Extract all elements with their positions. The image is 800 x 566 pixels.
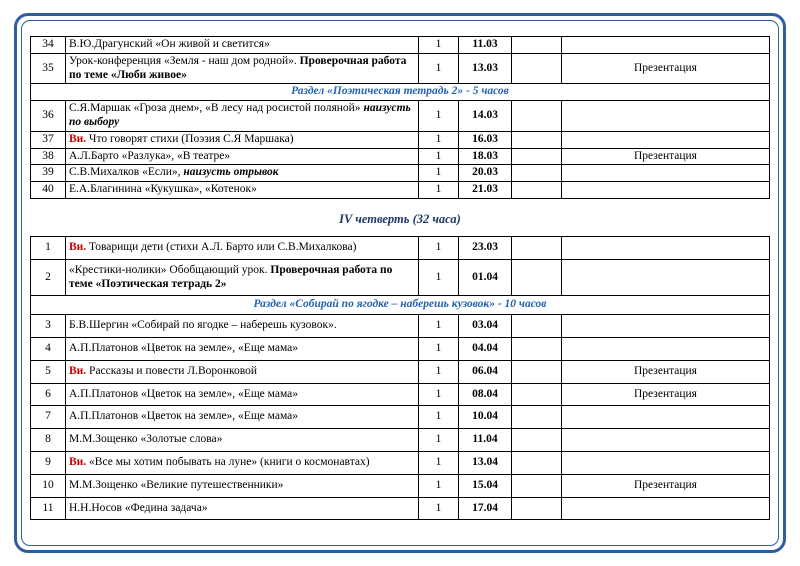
cell-lesson-number: 36 [31,101,66,132]
cell-date: 14.03 [459,101,512,132]
lesson-row [31,429,770,452]
cell-lesson-number: 35 [31,53,66,84]
cell-date: 18.03 [459,148,512,165]
lesson-row [31,451,770,474]
cell-date: 11.04 [459,429,512,452]
cell-lesson-title [66,474,419,497]
title-text: Проверочная работа по теме «Поэтическая тетрадь 2» [69,263,393,290]
cell-lesson-number: 2 [31,259,66,296]
cell-lesson-number: 6 [31,383,66,406]
lesson-row [31,383,770,406]
cell-note: Презентация [562,383,770,406]
title-text: наизусть по выбору [69,102,411,128]
lesson-row [31,360,770,383]
cell-note [562,236,770,259]
cell-empty [512,165,562,182]
cell-date: 03.04 [459,315,512,338]
cell-lesson-number: 4 [31,337,66,360]
cell-empty [512,37,562,54]
cell-hours: 1 [419,165,459,182]
title-text: С.В.Михалков «Если», [69,166,184,179]
cell-empty [512,236,562,259]
title-text: А.П.Платонов «Цветок на земле», «Еще мама» [69,410,299,423]
title-text: А.П.Платонов «Цветок на земле», «Еще мама» [69,387,299,400]
cell-date: 20.03 [459,165,512,182]
cell-lesson-number: 7 [31,406,66,429]
cell-lesson-title [66,236,419,259]
cell-lesson-number: 9 [31,451,66,474]
cell-lesson-number: 1 [31,236,66,259]
cell-date: 17.04 [459,497,512,520]
cell-note [562,337,770,360]
cell-hours: 1 [419,101,459,132]
cell-lesson-title [66,360,419,383]
title-text: С.Я.Маршак «Гроза днем», «В лесу над росистой поляной» [69,102,364,115]
cell-note [562,429,770,452]
title-text: «Крестики-нолики» Обобщающий урок. [69,263,271,276]
cell-lesson-title [66,148,419,165]
cell-lesson-title [66,259,419,296]
title-text: В.Ю.Драгунский «Он живой и светится» [69,38,270,50]
lesson-row [31,148,770,165]
title-text: Н.Н.Носов «Федина задача» [69,501,208,514]
cell-note [562,497,770,520]
cell-lesson-number: 10 [31,474,66,497]
section-row [31,84,770,101]
title-text: Проверочная работа по теме «Люби живое» [69,54,407,81]
cell-lesson-number: 5 [31,360,66,383]
cell-date: 01.04 [459,259,512,296]
title-text: Что говорят стихи (Поэзия С.Я Маршака) [86,132,294,145]
cell-lesson-number: 8 [31,429,66,452]
cell-empty [512,474,562,497]
cell-lesson-number: 40 [31,182,66,199]
lesson-row [31,53,770,84]
cell-hours: 1 [419,131,459,148]
title-text: Е.А.Благинина «Кукушка», «Котенок» [69,183,257,196]
page-content [30,36,770,520]
title-text: Урок-конференция «Земля - наш дом родной». [69,54,300,67]
cell-note: Презентация [562,474,770,497]
cell-hours: 1 [419,497,459,520]
lesson-row [31,236,770,259]
cell-hours: 1 [419,37,459,54]
section-row [31,296,770,315]
cell-date: 04.04 [459,337,512,360]
lesson-row [31,182,770,199]
cell-note [562,37,770,54]
cell-lesson-number: 34 [31,37,66,54]
cell-lesson-number: 11 [31,497,66,520]
schedule-table-part1 [30,36,770,199]
cell-empty [512,131,562,148]
cell-empty [512,337,562,360]
cell-empty [512,53,562,84]
cell-lesson-title [66,429,419,452]
cell-note [562,259,770,296]
cell-date: 08.04 [459,383,512,406]
title-text: А.Л.Барто «Разлука», «В театре» [69,149,231,162]
cell-hours: 1 [419,182,459,199]
schedule-table-part2-body [31,236,770,519]
quarter-heading: IV четверть (32 часа) [339,211,461,226]
cell-note: Презентация [562,53,770,84]
cell-empty [512,182,562,199]
lesson-row [31,101,770,132]
cell-lesson-title [66,182,419,199]
lesson-row [31,259,770,296]
cell-lesson-title [66,165,419,182]
cell-note [562,182,770,199]
cell-date: 06.04 [459,360,512,383]
cell-empty [512,259,562,296]
cell-lesson-number: 39 [31,165,66,182]
cell-lesson-title [66,383,419,406]
cell-hours: 1 [419,406,459,429]
cell-note [562,406,770,429]
cell-note: Презентация [562,360,770,383]
lesson-row [31,131,770,148]
cell-hours: 1 [419,360,459,383]
cell-date: 16.03 [459,131,512,148]
title-text: А.П.Платонов «Цветок на земле», «Еще мама» [69,341,299,354]
cell-date: 11.03 [459,37,512,54]
cell-lesson-title [66,497,419,520]
cell-date: 10.04 [459,406,512,429]
title-text: наизусть отрывок [183,166,279,179]
cell-lesson-number: 38 [31,148,66,165]
cell-empty [512,497,562,520]
cell-lesson-number: 3 [31,315,66,338]
schedule-table-part1-body [31,37,770,199]
schedule-table-part2 [30,236,770,520]
cell-date: 21.03 [459,182,512,199]
cell-empty [512,148,562,165]
cell-lesson-title [66,37,419,54]
cell-empty [512,383,562,406]
video-lesson-marker: Ви. [69,455,87,468]
cell-empty [512,406,562,429]
cell-lesson-title [66,337,419,360]
lesson-row [31,37,770,54]
title-text: «Все мы хотим побывать на луне» (книги о космонавтах) [86,455,370,468]
cell-lesson-title [66,315,419,338]
cell-lesson-title [66,101,419,132]
cell-lesson-title [66,131,419,148]
cell-note [562,315,770,338]
cell-hours: 1 [419,383,459,406]
lesson-row [31,337,770,360]
video-lesson-marker: Ви. [69,132,87,145]
cell-lesson-title [66,406,419,429]
cell-hours: 1 [419,451,459,474]
cell-lesson-number: 37 [31,131,66,148]
cell-lesson-title [66,53,419,84]
cell-hours: 1 [419,236,459,259]
lesson-row [31,315,770,338]
cell-hours: 1 [419,429,459,452]
section-title: Раздел «Собирай по ягодке – наберешь кузовок» - 10 часов [31,296,770,315]
cell-empty [512,315,562,338]
title-text: М.М.Зощенко «Великие путешественники» [69,478,284,491]
cell-hours: 1 [419,53,459,84]
title-text: М.М.Зощенко «Золотые слова» [69,433,223,446]
lesson-row [31,474,770,497]
cell-hours: 1 [419,337,459,360]
title-text: Товарищи дети (стихи А.Л. Барто или С.В.Михалкова) [86,240,357,253]
cell-date: 15.04 [459,474,512,497]
lesson-row [31,165,770,182]
cell-note [562,165,770,182]
cell-note [562,451,770,474]
cell-empty [512,451,562,474]
section-title: Раздел «Поэтическая тетрадь 2» - 5 часов [31,84,770,101]
cell-date: 13.04 [459,451,512,474]
cell-empty [512,101,562,132]
cell-hours: 1 [419,148,459,165]
cell-lesson-title [66,451,419,474]
cell-empty [512,360,562,383]
lesson-row [31,497,770,520]
video-lesson-marker: Ви. [69,364,87,377]
cell-date: 13.03 [459,53,512,84]
cell-hours: 1 [419,315,459,338]
cell-note [562,131,770,148]
cell-empty [512,429,562,452]
cell-hours: 1 [419,259,459,296]
cell-note: Презентация [562,148,770,165]
cell-note [562,101,770,132]
video-lesson-marker: Ви. [69,240,87,253]
cell-date: 23.03 [459,236,512,259]
title-text: Рассказы и повести Л.Воронковой [86,364,258,377]
cell-hours: 1 [419,474,459,497]
title-text: Б.В.Шергин «Собирай по ягодке – наберешь кузовок». [69,319,337,332]
lesson-row [31,406,770,429]
